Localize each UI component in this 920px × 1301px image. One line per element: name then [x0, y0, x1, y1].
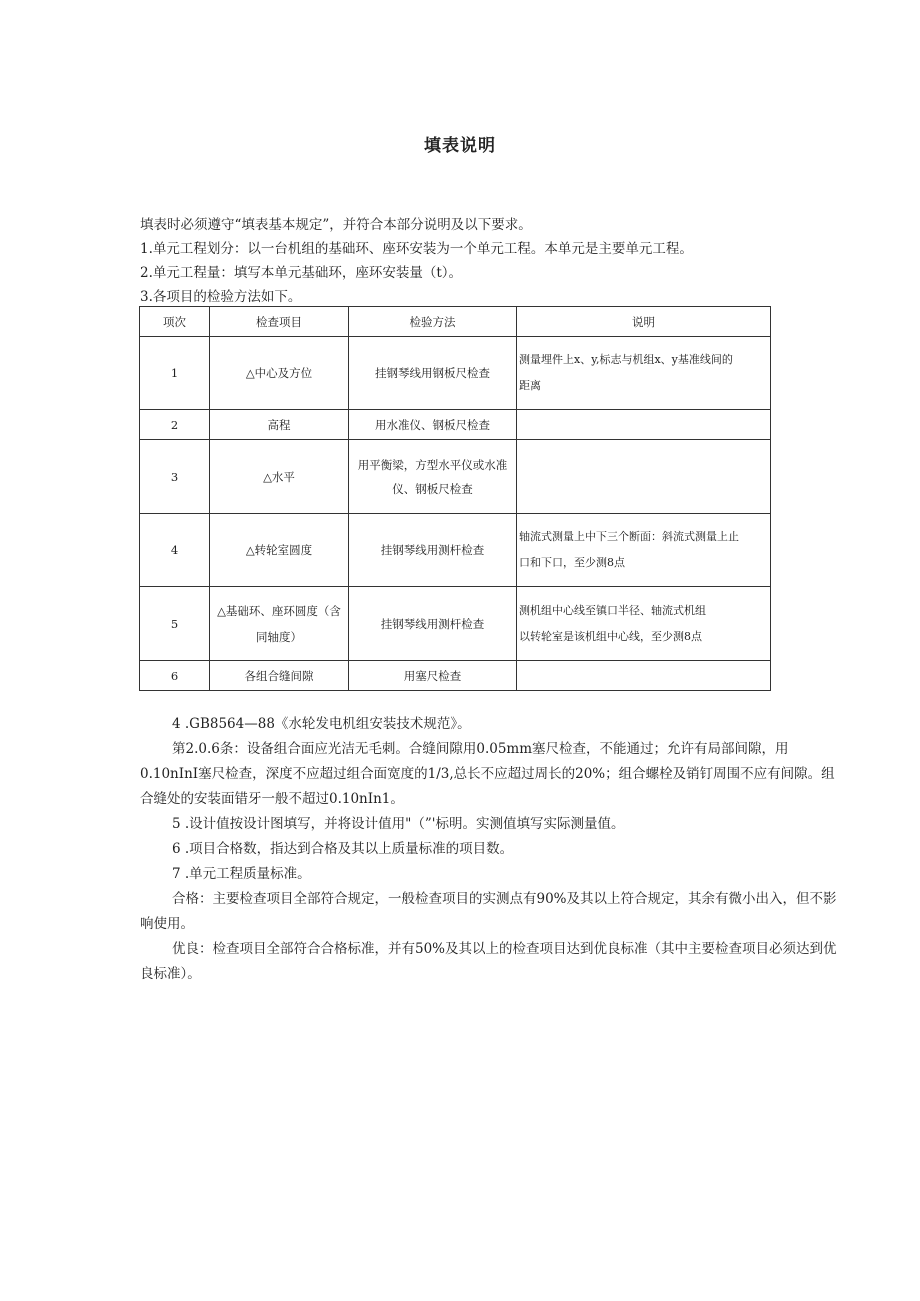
header-desc: 说明	[517, 307, 771, 337]
desc-line: 测机组中心线至镇口半径、轴流式机组	[519, 603, 706, 617]
header-item: 检查项目	[210, 307, 349, 337]
row-no: 3	[140, 440, 210, 514]
note-paragraph: 第2.0.6条：设备组合面应光洁无毛刺。合缝间隙用0.05mm塞尺检查，不能通过；允许有局部间隙，用0.10nInI塞尺检查，深度不应超过组合面宽度的1/3,总长不应超过周长的20%；组合螺栓及销钉周围不应有间隙。组合缝处的安装面错牙一般不超过0.10nIn1。	[140, 741, 835, 807]
row-desc	[517, 440, 771, 514]
row-item: △水平	[210, 440, 349, 514]
note-paragraph: 合格：主要检查项目全部符合规定，一般检查项目的实测点有90%及其以上符合规定，其余有微小出入，但不影响使用。	[140, 891, 837, 932]
row-no: 6	[140, 661, 210, 691]
intro-section	[140, 213, 820, 309]
table-row	[140, 440, 771, 514]
note-line: 6 .项目合格数，指达到合格及其以上质量标准的项目数。	[172, 841, 514, 857]
row-no: 2	[140, 410, 210, 440]
inspection-table	[139, 306, 771, 691]
header-no: 项次	[140, 307, 210, 337]
page-title: 填表说明	[424, 136, 496, 156]
row-method: 挂钢琴线用钢板尺检查	[349, 337, 517, 410]
row-item: △基础环、座环圆度（含同轴度）	[210, 587, 349, 661]
row-item: 高程	[210, 410, 349, 440]
intro-line: 1.单元工程划分：以一台机组的基础环、座环安装为一个单元工程。本单元是主要单元工程。	[140, 241, 693, 257]
notes-section	[140, 712, 845, 987]
row-desc	[517, 587, 771, 661]
table-row	[140, 661, 771, 691]
table-header-row	[140, 307, 771, 337]
table-row	[140, 410, 771, 440]
desc-line: 测量埋件上x、y,标志与机组x、y基准线间的	[519, 353, 733, 366]
intro-line: 3.各项目的检验方法如下。	[140, 289, 302, 305]
table-row	[140, 337, 771, 410]
desc-line: 口和下口，至少测8点	[519, 556, 625, 569]
note-line: 5 .设计值按设计图填写，并将设计值用"（”'标明。实测值填写实际测量值。	[172, 816, 625, 832]
table-row	[140, 587, 771, 661]
table-row	[140, 514, 771, 587]
row-desc	[517, 514, 771, 587]
note-line: 4 .GB8564—88《水轮发电机组安装技术规范》。	[172, 716, 471, 732]
desc-line: 轴流式测量上中下三个断面：斜流式测量上止	[519, 530, 739, 543]
row-method: 用塞尺检查	[349, 661, 517, 691]
row-method: 挂钢琴线用测杆检查	[349, 514, 517, 587]
row-no: 1	[140, 337, 210, 410]
note-paragraph: 优良：检查项目全部符合合格标准，并有50%及其以上的检查项目达到优良标准（其中主要检查项目必须达到优良标准）。	[140, 941, 837, 982]
row-method: 挂钢琴线用测杆检查	[349, 587, 517, 661]
desc-line: 以转轮室是该机组中心线，至少测8点	[519, 629, 702, 643]
row-method: 用平衡梁，方型水平仪或水准仪、钢板尺检查	[349, 440, 517, 514]
row-desc	[517, 661, 771, 691]
row-method: 用水准仪、钢板尺检查	[349, 410, 517, 440]
desc-line: 距离	[519, 379, 541, 392]
note-line: 7 .单元工程质量标准。	[172, 866, 311, 882]
header-method: 检验方法	[349, 307, 517, 337]
row-item: △转轮室圆度	[210, 514, 349, 587]
row-desc	[517, 410, 771, 440]
row-no: 4	[140, 514, 210, 587]
row-item: △中心及方位	[210, 337, 349, 410]
intro-line: 2.单元工程量：填写本单元基础环，座环安装量（t）。	[140, 265, 463, 281]
row-desc	[517, 337, 771, 410]
intro-line: 填表时必须遵守“填表基本规定”，并符合本部分说明及以下要求。	[140, 217, 532, 233]
row-item: 各组合缝间隙	[210, 661, 349, 691]
row-no: 5	[140, 587, 210, 661]
